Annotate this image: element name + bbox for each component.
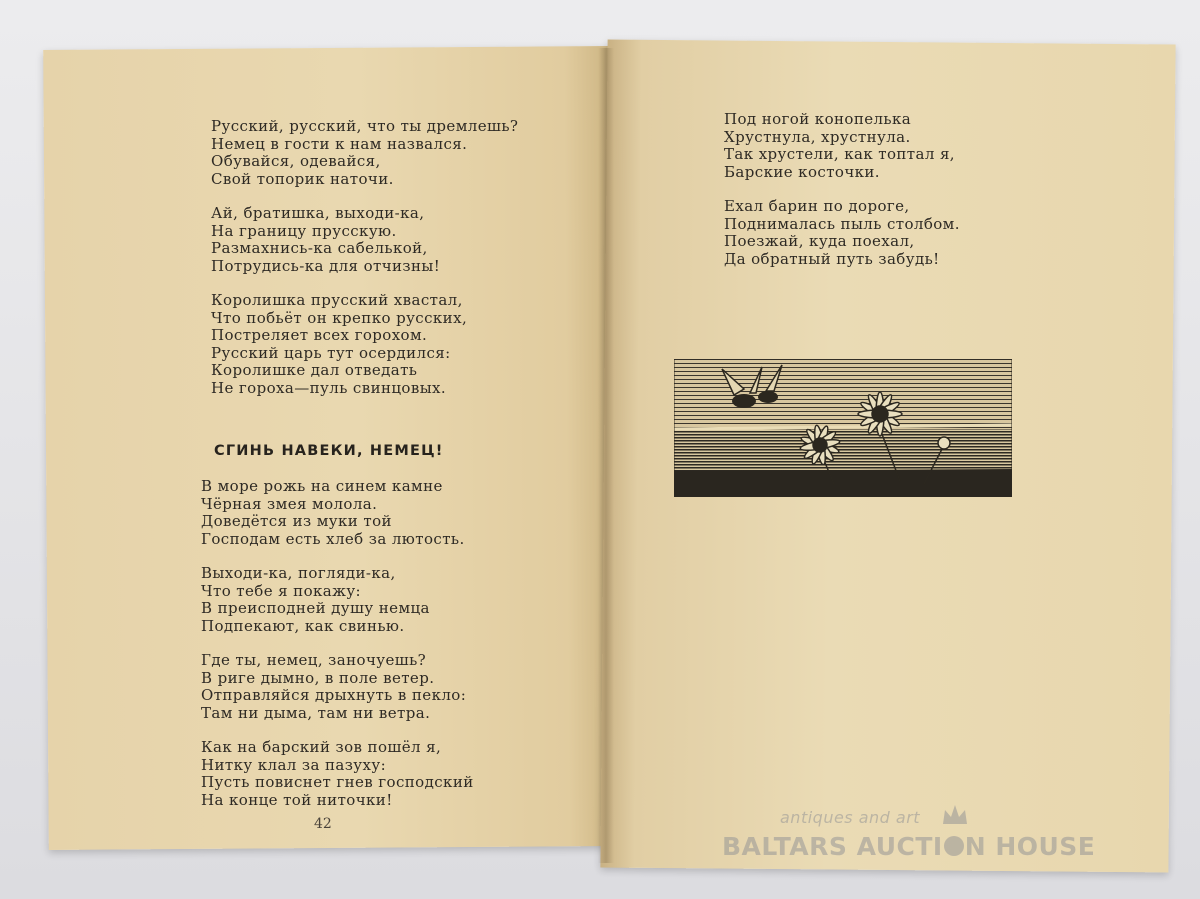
stanza [211, 292, 518, 397]
verse-line: Что побьёт он крепко русских, [211, 308, 468, 327]
verse-line: Потрудись-ка для отчизны! [211, 256, 441, 275]
woodcut-illustration [674, 359, 1012, 497]
verse-line: Пусть повиснет гнев господский [201, 773, 474, 791]
verse-line: Размахнись-ка сабелькой, [211, 239, 428, 257]
verse-line: В море рожь на синем камне [201, 477, 443, 495]
verse-line: Обувайся, одевайся, [211, 152, 381, 170]
verse-line: Постреляет всех горохом. [211, 326, 428, 344]
verse-line: В риге дымно, в поле ветер. [201, 668, 435, 687]
book-gutter [598, 48, 614, 863]
verse-line: Там ни дыма, там ни ветра. [201, 703, 431, 722]
stanza [211, 205, 518, 275]
verse-line: Поезжай, куда поехал, [724, 232, 915, 250]
verse-line: Что тебе я покажу: [201, 581, 361, 600]
poem-title: СГИНЬ НАВЕКИ, НЕМЕЦ! [214, 443, 444, 459]
verse-line: Ехал барин по дороге, [724, 197, 910, 215]
verse-line: Чёрная змея молола. [201, 494, 378, 513]
stanza [724, 111, 960, 181]
verse-line: Отправляйся дрыхнуть в пекло: [201, 686, 467, 704]
verse-line: На границу прусскую. [211, 221, 397, 240]
verse-line: Да обратный путь забудь! [724, 249, 940, 268]
verse-line: Ай, братишка, выходи-ка, [211, 204, 425, 222]
page-number: 42 [314, 816, 332, 832]
verse-line: Русский царь тут осердился: [211, 343, 451, 362]
watermark-name-part1: BALTARS AUCTI [722, 832, 943, 861]
verse-line: Поднималась пыль столбом. [724, 214, 960, 233]
verse-line: Выходи-ка, погляди-ка, [201, 564, 396, 582]
left-poem-2 [201, 478, 474, 826]
verse-line: Немец в гости к нам назвался. [211, 134, 468, 153]
stanza [211, 118, 518, 188]
verse-line: Доведётся из муки той [201, 512, 392, 530]
verse-line: Подпекают, как свинью. [201, 616, 405, 635]
stanza [201, 652, 474, 722]
verse-line: Хрустнула, хрустнула. [724, 127, 911, 146]
watermark-tagline: antiques and art [780, 808, 921, 827]
verse-line: Нитку клал за пазуху: [201, 755, 387, 774]
right-poem [724, 111, 960, 285]
verse-line: Барские косточки. [724, 162, 880, 181]
watermark-o-circle [944, 836, 964, 856]
stanza [201, 478, 474, 548]
auction-house-watermark [722, 806, 1122, 870]
stanza [724, 198, 960, 268]
verse-line: Свой топорик наточи. [211, 169, 394, 188]
watermark-name [722, 832, 1095, 861]
verse-line: Где ты, немец, заночуешь? [201, 651, 427, 669]
verse-line: Русский, русский, что ты дремлешь? [211, 117, 519, 135]
left-poem-1 [211, 118, 518, 414]
stanza [201, 565, 474, 635]
verse-line: Королишке дал отведать [211, 361, 418, 379]
verse-line: В преисподней душу немца [201, 599, 430, 617]
verse-line: Господам есть хлеб за лютость. [201, 529, 465, 548]
verse-line: На конце той ниточки! [201, 790, 393, 809]
crown-icon [940, 800, 970, 830]
verse-line: Как на барский зов пошёл я, [201, 738, 442, 756]
verse-line: Так хрустели, как топтал я, [724, 145, 955, 163]
verse-line: Под ногой конопелька [724, 110, 912, 128]
verse-line: Не гороха—пуль свинцовых. [211, 378, 447, 397]
stanza [201, 739, 474, 809]
verse-line: Королишка прусский хвастал, [211, 291, 463, 309]
watermark-name-part2: N HOUSE [964, 832, 1096, 861]
